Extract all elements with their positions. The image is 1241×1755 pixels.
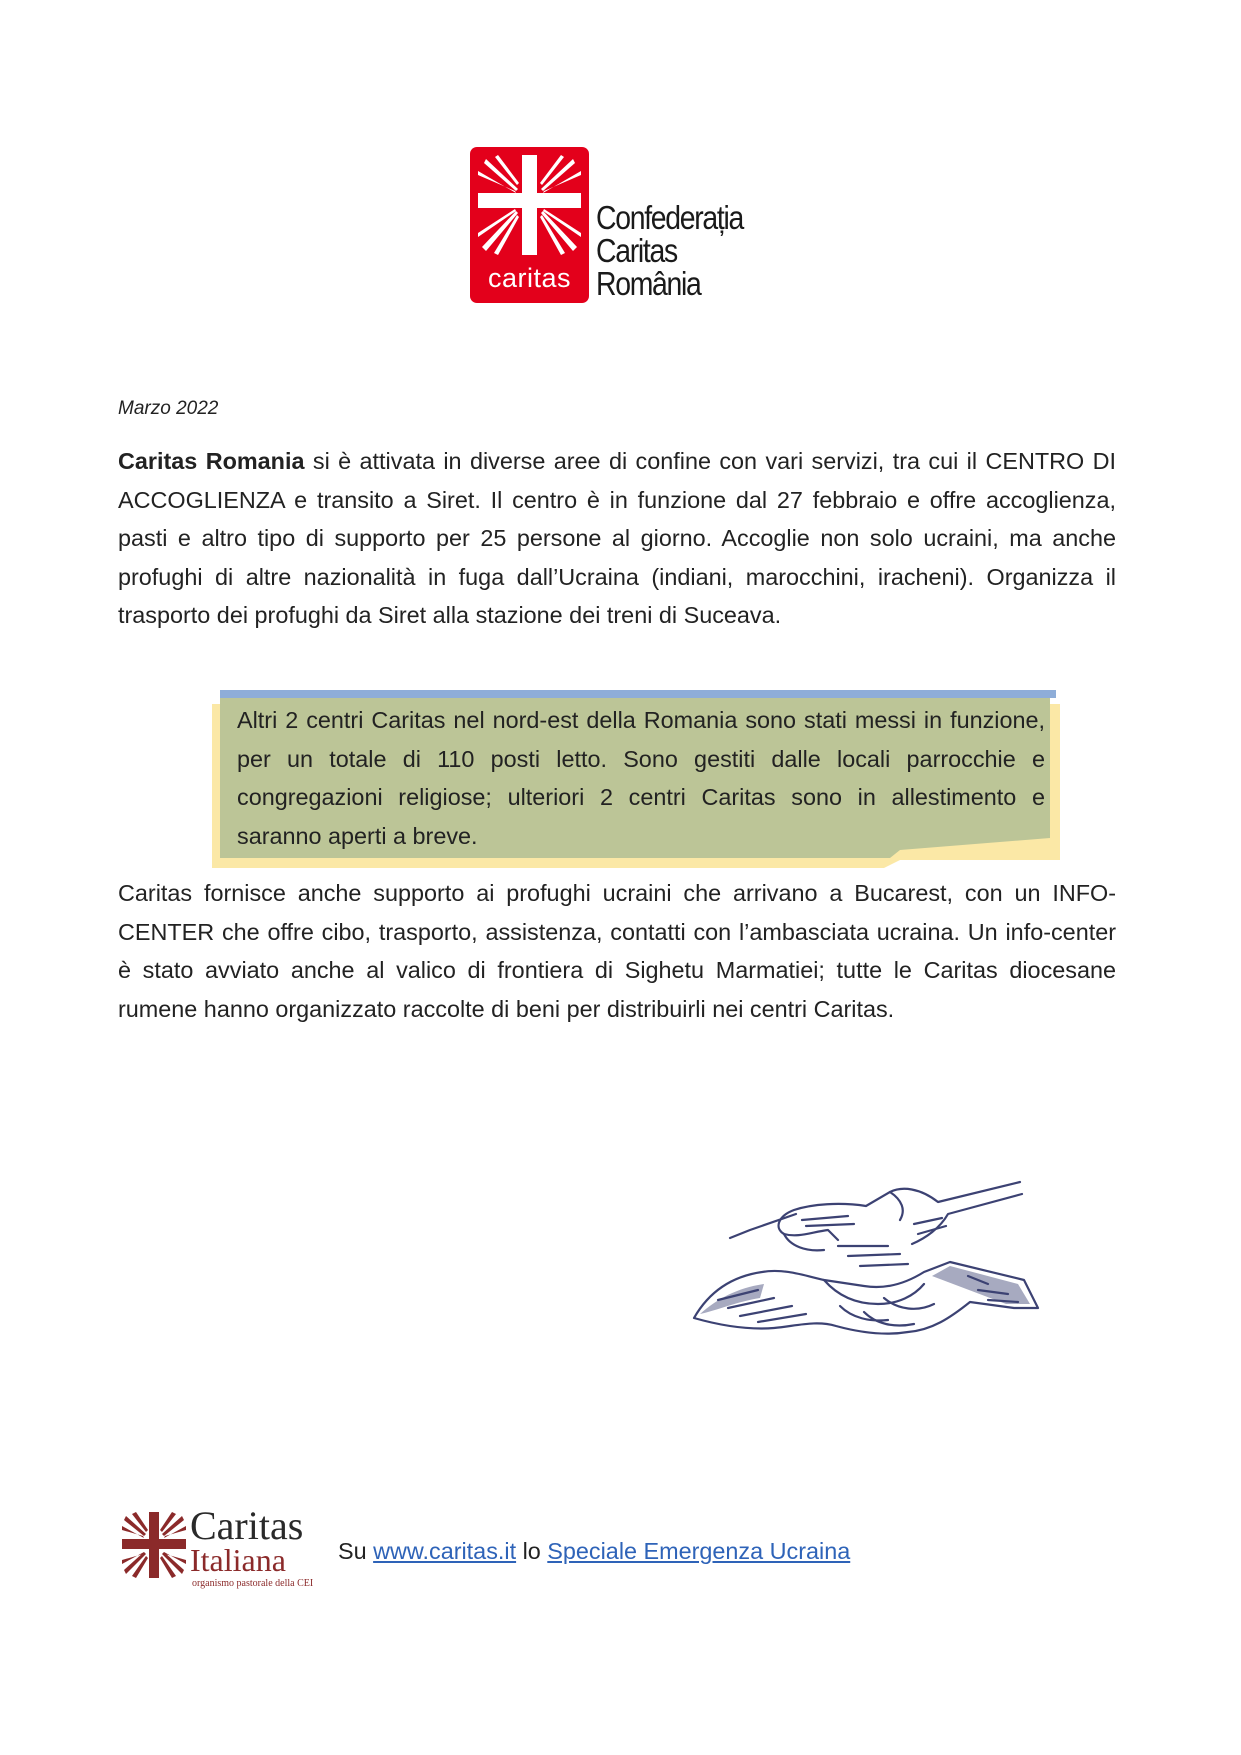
highlight-box-text: Altri 2 centri Caritas nel nord-est della Romania sono stati messi in funzione, per un totale di 110 posti letto. Sono gestiti dalle locali parrocchie e congregazioni religiose; ulteriori 2 centri Caritas sono in allestimento e saranno aperti a breve.: [237, 707, 1045, 849]
handshake-icon: [688, 1180, 1068, 1360]
footer-text: [338, 1538, 850, 1565]
caritas-italiana-name: Caritas: [190, 1503, 304, 1548]
caritas-italiana-cross-icon: [122, 1512, 186, 1578]
speciale-emergenza-link[interactable]: Speciale Emergenza Ucraina: [547, 1538, 851, 1564]
document-date: Marzo 2022: [118, 398, 219, 419]
caritas-italiana-tagline: organismo pastorale della CEI: [192, 1578, 314, 1589]
caritas-italiana-subtitle: Italiana: [190, 1542, 286, 1578]
logo-line-2: Caritas: [596, 232, 677, 269]
footer-prefix: Su: [338, 1538, 374, 1564]
highlight-box: [212, 690, 1065, 868]
caritas-cross-icon: [476, 153, 583, 257]
logo-line-3: România: [596, 265, 701, 302]
footer-middle: lo: [516, 1538, 548, 1564]
paragraph-1-lead: Caritas Romania: [118, 448, 305, 474]
paragraph-2: Caritas fornisce anche supporto ai profughi ucraini che arrivano a Bucarest, con un INFO-CENTER che offre cibo, trasporto, assistenza, contatti con l’ambasciata ucraina. Un info-center è stato avviato anche al valico di frontiera di Sighetu Marmatiei; tutte le Caritas diocesane rumene hanno organizzato raccolte di beni per distribuirli nei centri Caritas.: [118, 880, 1116, 1022]
caritas-italiana-logo: [122, 1503, 332, 1598]
paragraph-1-text: si è attivata in diverse aree di confine con vari servizi, tra cui il CENTRO DI ACCOGLIENZA e transito a Siret. Il centro è in funzione dal 27 febbraio e offre accoglienza, pasti e altro tipo di supporto per 25 persone al giorno. Accoglie non solo ucraini, ma anche profughi di altre nazionalità in fuga dall’Ucraina (indiani, marocchini, iracheni). Organizza il trasporto dei profughi da Siret alla stazione dei treni di Suceava.: [118, 448, 1116, 628]
logo-red-block: [470, 147, 589, 303]
paragraph-1: [118, 442, 1116, 635]
caritas-website-link[interactable]: www.caritas.it: [373, 1538, 517, 1564]
caritas-romania-logo: [470, 147, 780, 305]
logo-organization-name: [596, 201, 743, 300]
logo-caritas-word: caritas: [487, 263, 572, 293]
logo-line-1: Confederația: [596, 199, 744, 236]
